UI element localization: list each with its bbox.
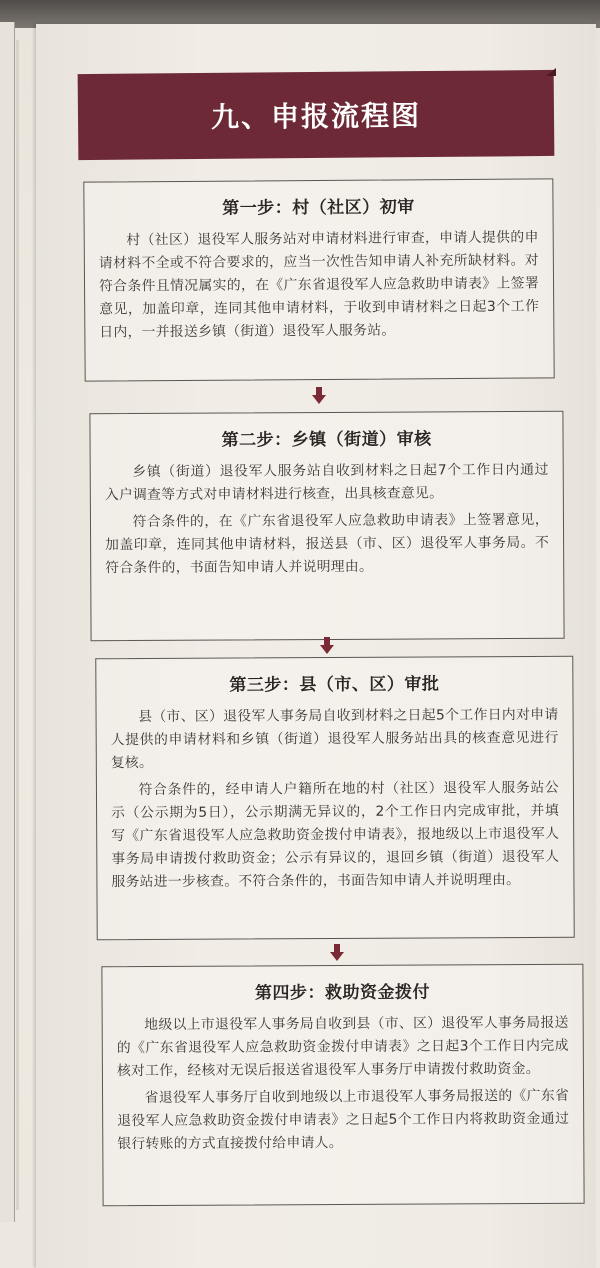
- step-2-paragraph-2: 符合条件的，在《广东省退役军人应急救助申请表》上签署意见，加盖印章，连同其他申请材料，报送县（市、区）退役军人事务局。不符合条件的，书面告知申请人并说明理由。: [105, 511, 550, 577]
- section-banner: [78, 70, 555, 160]
- arrow-down-icon: [312, 387, 326, 405]
- step-4-paragraph-1: 地级以上市退役军人事务局自收到县（市、区）退役军人事务局报送的《广东省退役军人应急救助资金拨付申请表》之日起3个工作日内完成核对工作，经核对无误后报送省退役军人事务厅申请拨付救助资金。: [116, 1014, 569, 1080]
- step-3-title: 第三步：县（市、区）审批: [229, 674, 440, 696]
- step-1-box: [83, 178, 554, 381]
- step-2-paragraph-1: 乡镇（街道）退役军人服务站自收到材料之日起7个工作日内通过入户调查等方式对申请材料进行核查，出具核查意见。: [104, 461, 549, 504]
- step-4-paragraph-2: 省退役军人事务厅自收到地级以上市退役军人事务局报送的《广东省退役军人应急救助资金拨付申请表》之日起5个工作日内将救助资金通过银行转账的方式直接拨付给申请人。: [117, 1087, 570, 1153]
- step-2-title: 第二步：乡镇（街道）审核: [221, 429, 432, 451]
- step-2-box: [89, 411, 564, 641]
- step-3-paragraph-1: 县（市、区）退役军人事务局自收到材料之日起5个工作日内对申请人提供的申请材料和乡镇（街道）退役军人服务站出具的核查意见进行复核。: [110, 706, 559, 772]
- banner-fold-corner: [546, 68, 556, 76]
- step-1-paragraph-1: 村（社区）退役军人服务站对申请材料进行审查，申请人提供的申请材料不全或不符合要求的，应当一次性告知申请人补充所缺材料。对符合条件且情况属实的，在《广东省退役军人应急救助申请表》上签署意见，加盖印章，连同其他申请材料，于收到申请材料之日起3个工作日内，一并报送乡镇（街道）退役军人服务站。: [98, 229, 540, 341]
- left-page-shadow: [16, 40, 19, 1210]
- arrow-down-icon: [320, 637, 334, 655]
- step-4-box: [101, 964, 584, 1207]
- step-4-title: 第四步：救助资金拨付: [254, 982, 431, 1004]
- step-3-box: [95, 656, 574, 940]
- left-page-edge: [0, 22, 15, 1222]
- arrow-down-icon: [330, 944, 344, 962]
- section-title: 九、申报流程图: [210, 99, 422, 134]
- step-3-paragraph-2: 符合条件的，经申请人户籍所在地的村（社区）退役军人服务站公示（公示期为5日），公示期满无异议的，2个工作日内完成审批，并填写《广东省退役军人应急救助资金拨付申请表》，报地级以上市退役军人事务局申请拨付救助资金；公示有异议的，退回乡镇（街道）退役军人服务站进一步核查。不符合条件的，书面告知申请人并说明理由。: [111, 779, 560, 891]
- step-1-title: 第一步：村（社区）初审: [222, 197, 415, 219]
